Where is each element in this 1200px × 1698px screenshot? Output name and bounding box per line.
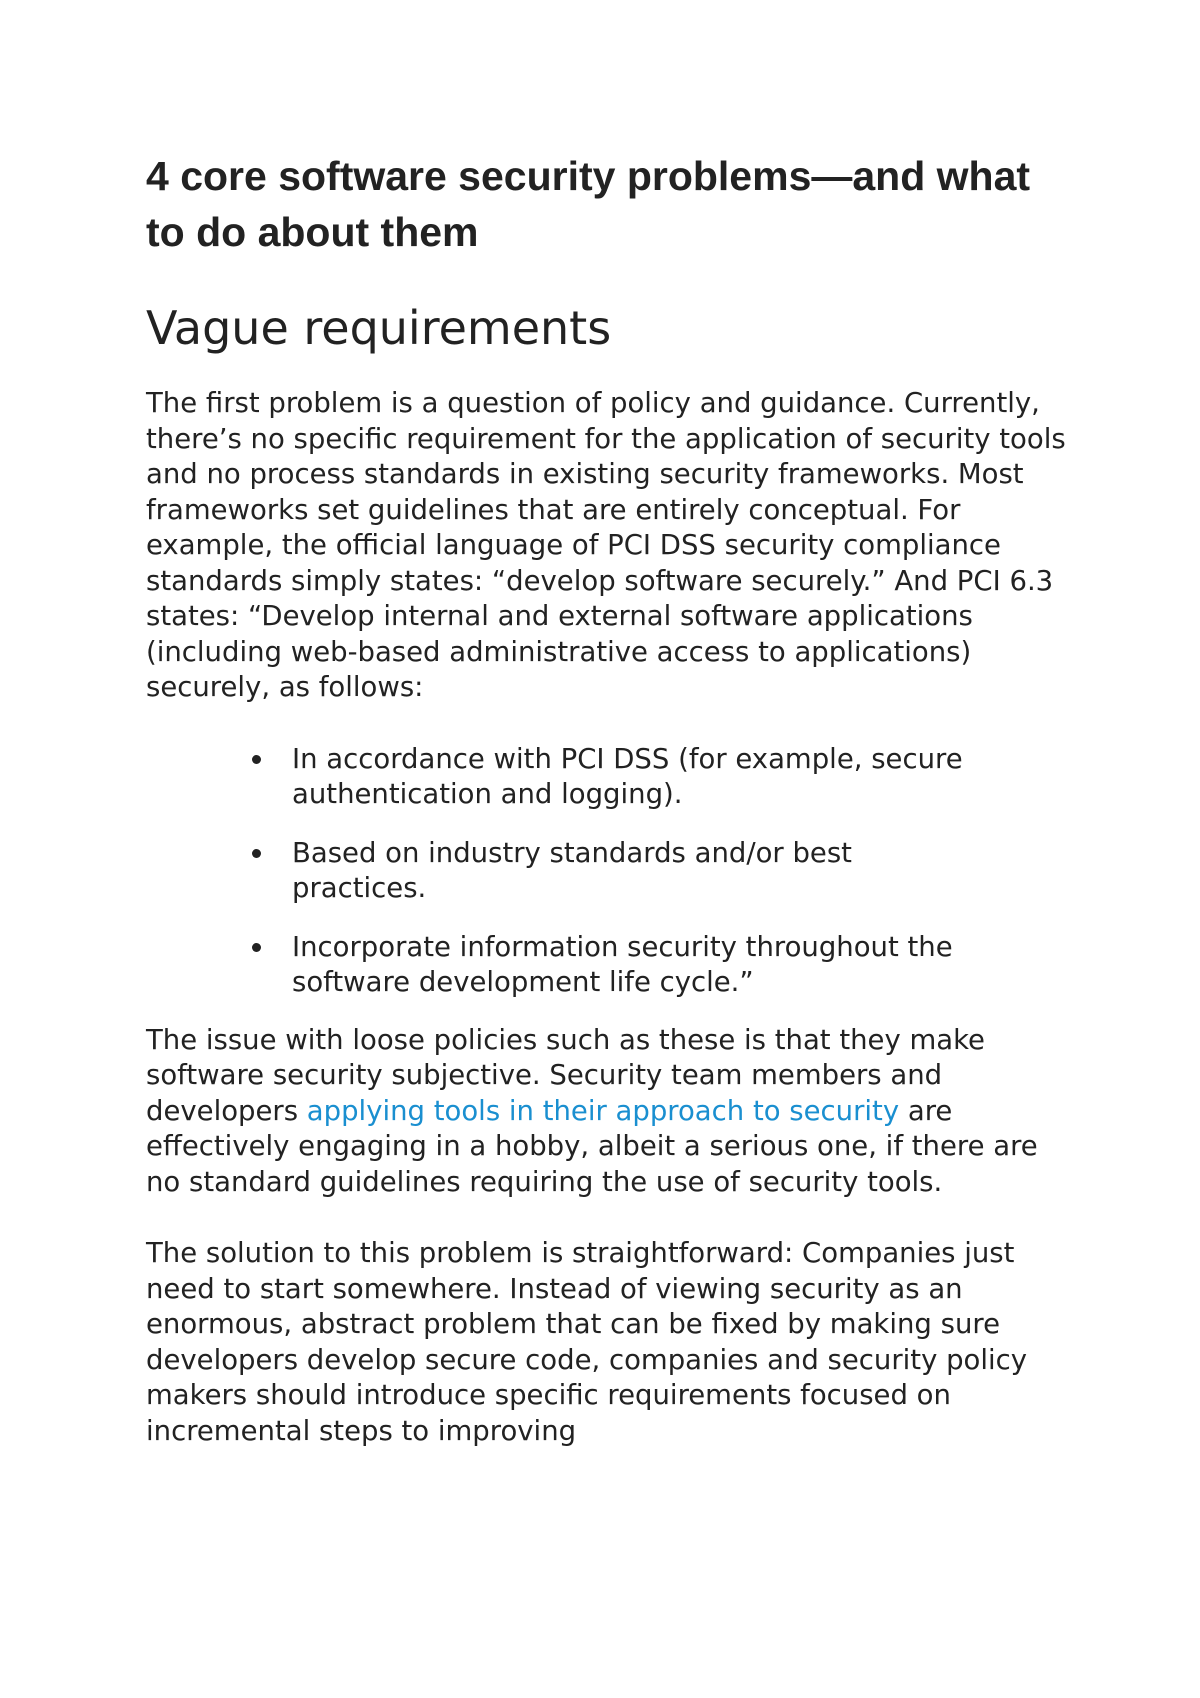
section-heading: Vague requirements <box>146 301 612 355</box>
list-item <box>252 836 972 907</box>
paragraph-issue-text-before: The issue with loose policies such as these is that they make software security subjective. Security team members and developers <box>146 1023 985 1127</box>
document-page <box>146 148 1076 1449</box>
list-item-text: In accordance with PCI DSS (for example, secure authentication and logging). <box>292 742 963 810</box>
list-item-text: Incorporate information security throughout the software development life cycle.” <box>292 930 953 998</box>
bullet-icon <box>252 849 261 858</box>
paragraph-solution: The solution to this problem is straightforward: Companies just need to start somewhere. Instead of viewing security as an enormous, abstract problem that can be fixed by making sure developers develop secure code, companies and security policy makers should introduce specific requirements focused on incremental steps to improving <box>146 1237 1028 1447</box>
paragraph-issue-text-after: are effectively engaging in a hobby, albeit a serious one, if there are no standard guidelines requiring the use of security tools. <box>146 1094 1038 1198</box>
paragraph-intro: The first problem is a question of policy and guidance. Currently, there’s no specific requirement for the application of security tools and no process standards in existing security frameworks. Most frameworks set guidelines that are entirely conceptual. For example, the official language of PCI DSS security compliance standards simply states: “develop software securely.” And PCI 6.3 states: “Develop internal and external software applications (including web-based administrative access to applications) securely, as follows: <box>146 387 1066 703</box>
list-item <box>252 930 972 1001</box>
bullet-list <box>146 742 972 1001</box>
list-item <box>252 742 972 813</box>
paragraph-issue <box>146 1023 1076 1201</box>
security-tools-link[interactable]: applying tools in their approach to security <box>306 1094 900 1127</box>
list-item-text: Based on industry standards and/or best practices. <box>292 836 852 904</box>
bullet-icon <box>252 943 261 952</box>
bullet-icon <box>252 755 261 764</box>
document-title: 4 core software security problems—and what to do about them <box>146 153 1031 255</box>
